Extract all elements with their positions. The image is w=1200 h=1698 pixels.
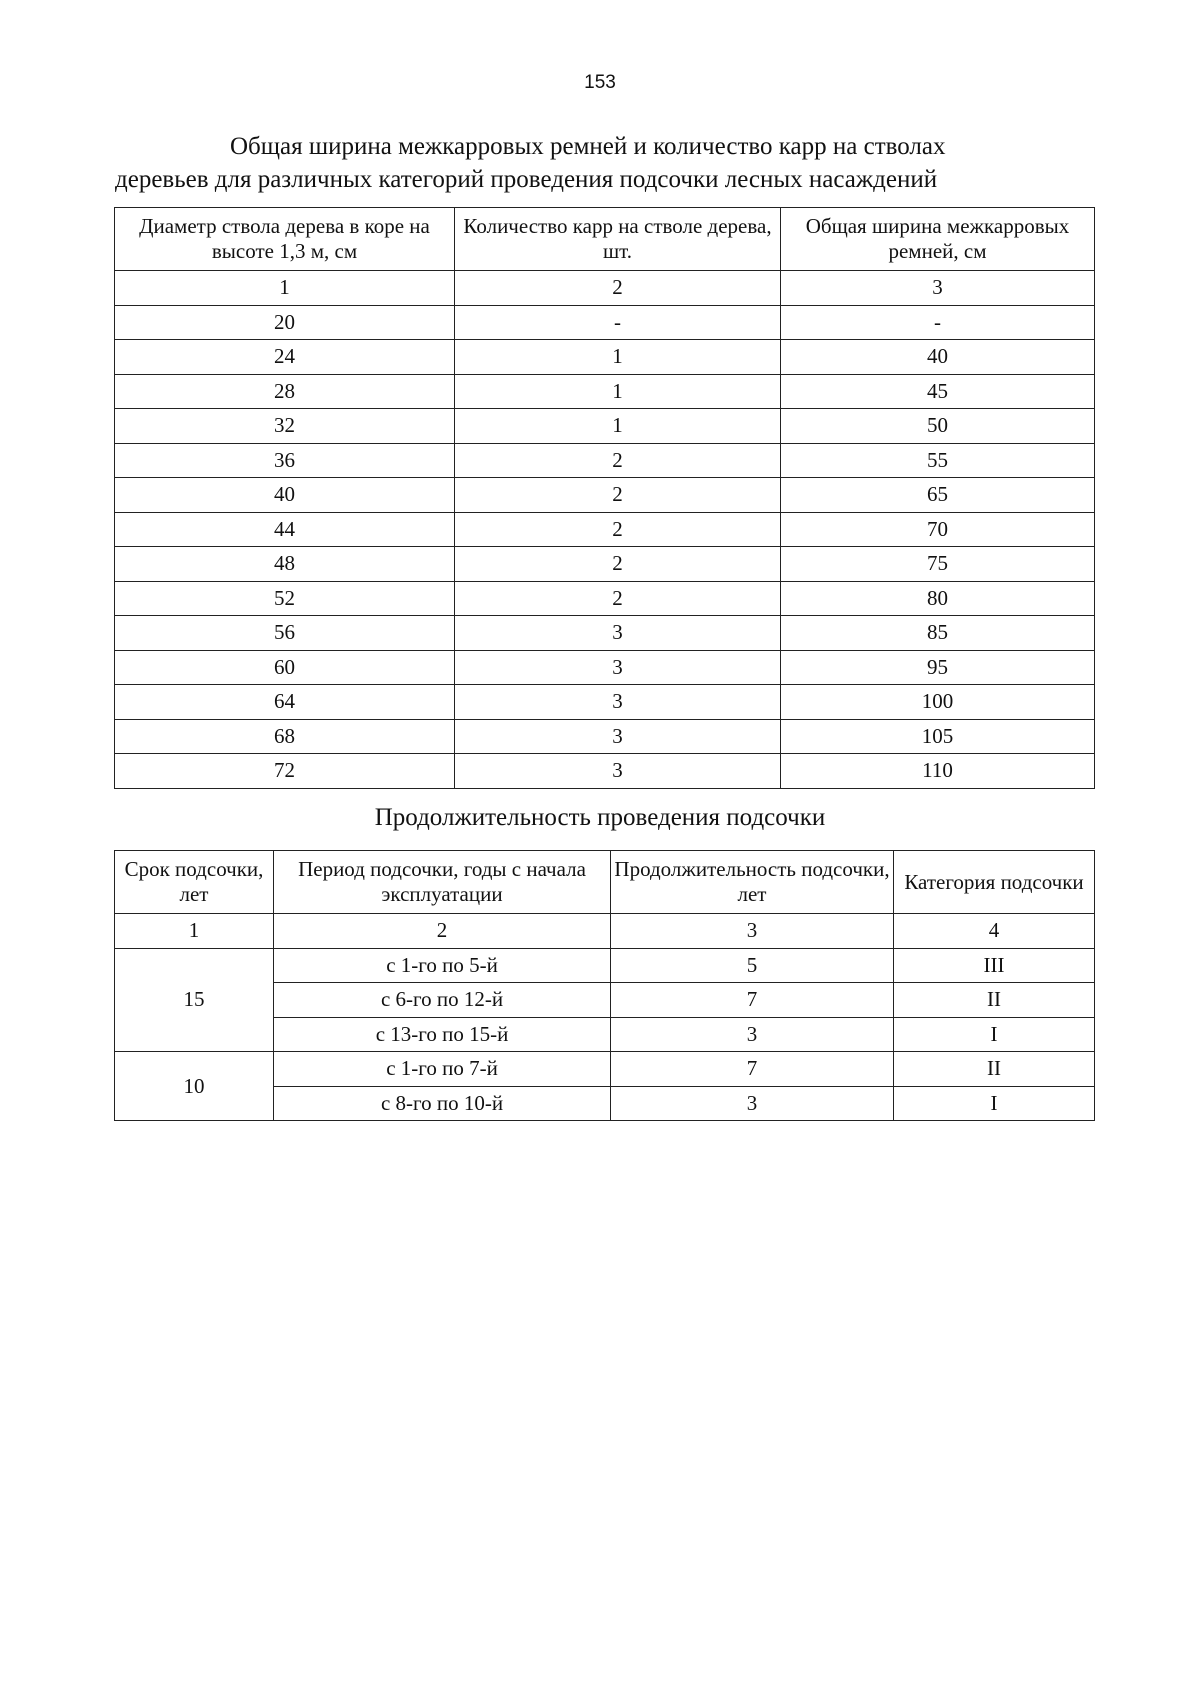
table-cell: 5 — [611, 948, 894, 983]
table-row — [115, 948, 1095, 983]
table-cell: I — [894, 1086, 1095, 1121]
table-cell: 100 — [781, 685, 1095, 720]
table-cell: 4 — [894, 914, 1095, 949]
table-cell: III — [894, 948, 1095, 983]
table-cell: 3 — [455, 650, 781, 685]
table-cell: 55 — [781, 443, 1095, 478]
column-header: Категория подсочки — [894, 851, 1095, 914]
tapping-duration-table — [114, 850, 1095, 1121]
table-cell: 40 — [115, 478, 455, 513]
table-cell: с 8-го по 10-й — [274, 1086, 611, 1121]
table-cell: 1 — [455, 374, 781, 409]
table-cell: 28 — [115, 374, 455, 409]
table-cell: 68 — [115, 719, 455, 754]
table-cell: 2 — [455, 512, 781, 547]
table-cell: 72 — [115, 754, 455, 789]
table2-body — [115, 914, 1095, 1121]
table-row — [115, 409, 1095, 444]
trunk-diameter-table — [114, 207, 1095, 789]
table-cell: 2 — [455, 443, 781, 478]
table-row — [115, 685, 1095, 720]
table-cell: 95 — [781, 650, 1095, 685]
table1-title — [115, 130, 1095, 196]
table-cell: 3 — [781, 271, 1095, 306]
page-number: 153 — [584, 72, 616, 93]
table-cell: 64 — [115, 685, 455, 720]
term-cell: 10 — [115, 1052, 274, 1121]
table-row — [115, 719, 1095, 754]
table-cell: 32 — [115, 409, 455, 444]
table-row — [115, 512, 1095, 547]
table-cell: 40 — [781, 340, 1095, 375]
table-cell: 1 — [455, 340, 781, 375]
table-cell: 1 — [455, 409, 781, 444]
table-cell: 7 — [611, 1052, 894, 1087]
table-cell: II — [894, 1052, 1095, 1087]
table-cell: 3 — [455, 616, 781, 651]
table-cell: 2 — [274, 914, 611, 949]
table-cell: 3 — [455, 685, 781, 720]
table-cell: 3 — [455, 719, 781, 754]
table-cell: 3 — [455, 754, 781, 789]
table-cell: 75 — [781, 547, 1095, 582]
table-cell: 2 — [455, 581, 781, 616]
table-row — [115, 374, 1095, 409]
table-cell: 48 — [115, 547, 455, 582]
column-header: Продолжительность подсочки, лет — [611, 851, 894, 914]
table-cell: - — [781, 305, 1095, 340]
table-cell: I — [894, 1017, 1095, 1052]
table-row — [115, 340, 1095, 375]
table-cell: 7 — [611, 983, 894, 1018]
table-cell: 36 — [115, 443, 455, 478]
table-row — [115, 547, 1095, 582]
table1-body — [115, 271, 1095, 789]
table-cell: 110 — [781, 754, 1095, 789]
table-cell: с 1-го по 7-й — [274, 1052, 611, 1087]
table-cell: 50 — [781, 409, 1095, 444]
table-cell: 24 — [115, 340, 455, 375]
table-row — [115, 305, 1095, 340]
column-header: Диаметр ствола дерева в коре на высоте 1,3 м, см — [115, 208, 455, 271]
table-row — [115, 478, 1095, 513]
column-header: Период подсочки, годы с начала эксплуатации — [274, 851, 611, 914]
table-cell: с 13-го по 15-й — [274, 1017, 611, 1052]
table-cell: с 6-го по 12-й — [274, 983, 611, 1018]
table-cell: 80 — [781, 581, 1095, 616]
table-cell: II — [894, 983, 1095, 1018]
table-cell: 3 — [611, 1017, 894, 1052]
table-cell: 52 — [115, 581, 455, 616]
table-row — [115, 1052, 1095, 1087]
table-cell: - — [455, 305, 781, 340]
table-cell: 3 — [611, 914, 894, 949]
table-row — [115, 581, 1095, 616]
table-cell: 65 — [781, 478, 1095, 513]
table-row — [115, 754, 1095, 789]
table-header-row — [115, 208, 1095, 271]
column-header: Срок подсочки, лет — [115, 851, 274, 914]
term-cell: 15 — [115, 948, 274, 1052]
table-cell: 2 — [455, 478, 781, 513]
table-cell: 85 — [781, 616, 1095, 651]
table-cell: с 1-го по 5-й — [274, 948, 611, 983]
table-cell: 44 — [115, 512, 455, 547]
table-row — [115, 914, 1095, 949]
table-row — [115, 271, 1095, 306]
table2-title: Продолжительность проведения подсочки — [374, 804, 826, 831]
table-cell: 2 — [455, 547, 781, 582]
table-cell: 3 — [611, 1086, 894, 1121]
table1-title-line2: деревьев для различных категорий проведения подсочки лесных насаждений — [115, 166, 938, 193]
table-cell: 45 — [781, 374, 1095, 409]
table-row — [115, 616, 1095, 651]
table-cell: 70 — [781, 512, 1095, 547]
table-cell: 2 — [455, 271, 781, 306]
table-cell: 1 — [115, 271, 455, 306]
table-cell: 1 — [115, 914, 274, 949]
table-cell: 20 — [115, 305, 455, 340]
table-cell: 56 — [115, 616, 455, 651]
column-header: Количество карр на стволе дерева, шт. — [455, 208, 781, 271]
table-cell: 60 — [115, 650, 455, 685]
table-row — [115, 443, 1095, 478]
table-header-row — [115, 851, 1095, 914]
table-row — [115, 650, 1095, 685]
table-cell: 105 — [781, 719, 1095, 754]
table1-title-line1: Общая ширина межкарровых ремней и количество карр на стволах — [230, 133, 946, 160]
column-header: Общая ширина межкарровых ремней, см — [781, 208, 1095, 271]
